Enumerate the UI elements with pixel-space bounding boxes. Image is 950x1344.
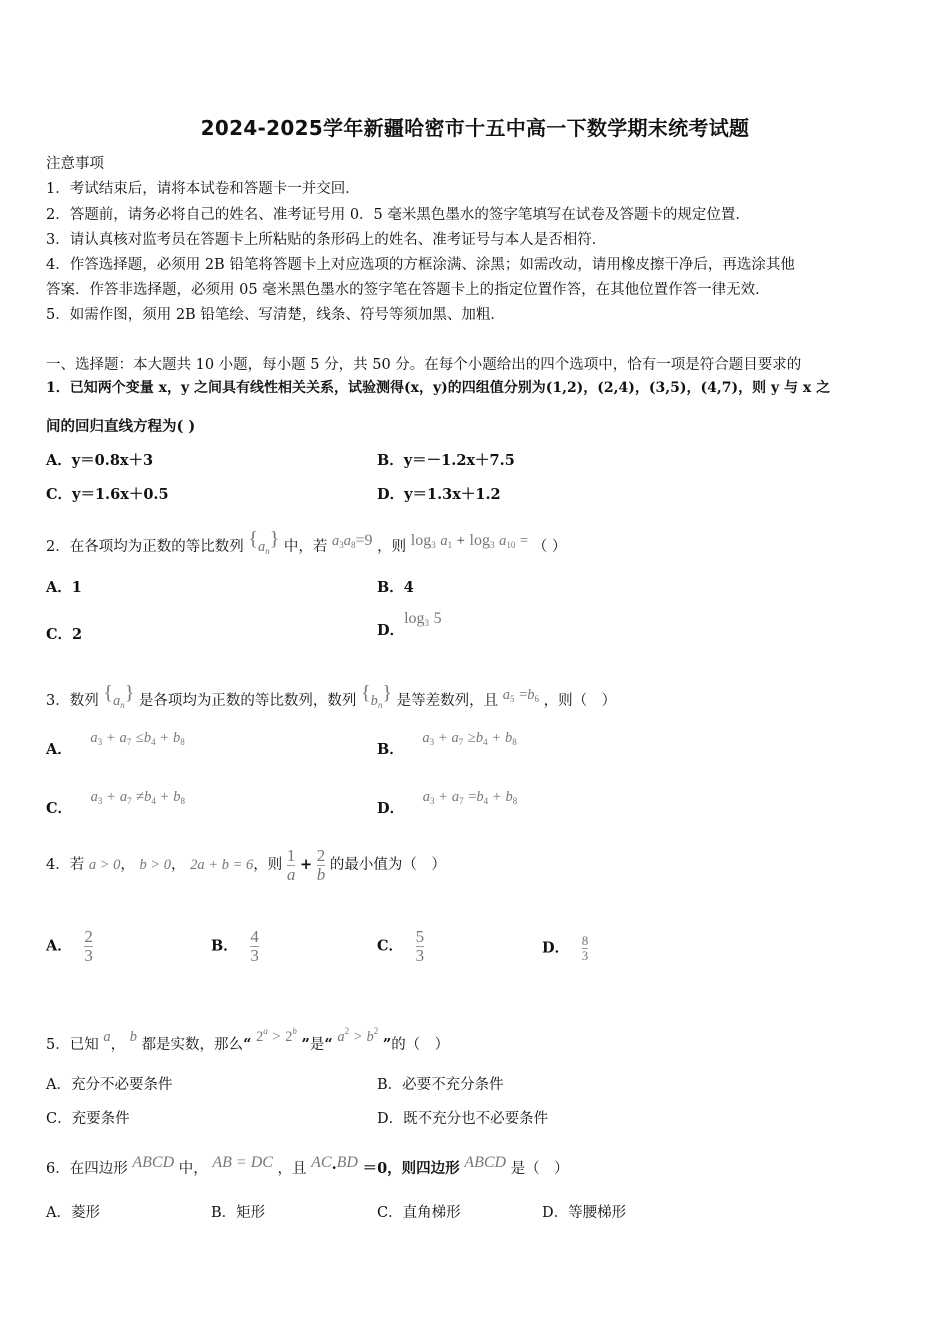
q5-option-c: C．充要条件 (46, 1111, 130, 1127)
notice-item: 2．答题前，请务必将自己的姓名、准考证号用 0．5 毫米黑色墨水的签字笔填写在试卷及答题卡的规定位置． (46, 207, 750, 223)
notice-item: 答案．作答非选择题，必须用 05 毫米黑色墨水的签字笔在答题卡上的指定位置作答，在其他位置作答一律无效． (46, 282, 770, 298)
q2-option-b: B．4 (377, 579, 414, 596)
q6-option-a: A．菱形 (46, 1205, 100, 1221)
log-expression: $\log_3 a_1 + \log_3 a_{10}$ = (410, 532, 529, 550)
q3-option-a: A． $a_3 + a_7 \le b_4 + b_8$ (46, 730, 185, 758)
question-1-text: 1．已知两个变量 x，y 之间具有线性相关关系，试验测得(x，y)的四组值分别为(1,2)，(2,4)，(3,5)，(4,7)，则 y 与 x 之 (46, 380, 831, 396)
question-1-text-cont: 间的回归直线方程为( ) (46, 418, 196, 435)
q2-prefix: 2．在各项均为正数的等比数列 (46, 539, 244, 555)
notice-item: 5．如需作图，须用 2B 铅笔绘、写清楚，线条、符号等须加黑、加粗． (46, 307, 505, 323)
q4-option-c: C． $\frac{5}{3}$ (377, 927, 425, 965)
q5-option-b: B．必要不充分条件 (377, 1077, 504, 1093)
question-4-text: 4．若 a > 0， b > 0， 2a + b = 6，则 $\frac{1}{a}$ + $\frac{2}{b}$ 的最小值为（ ） (46, 845, 446, 884)
q3-option-b: B． $a_3 + a_7 \ge b_4 + b_8$ (377, 730, 517, 758)
q4-option-b: B． $\frac{4}{3}$ (211, 927, 259, 965)
q4-option-a: A． $\frac{2}{3}$ (46, 927, 93, 965)
fraction: $\frac{2}{b}$ (316, 845, 326, 884)
q1-option-d: D．y＝1.3x＋1.2 (377, 486, 501, 503)
math-seq: a (257, 539, 266, 555)
question-5-text: 5．已知 a， b 都是实数，那么“ 2$^a$ > 2$^b$ ”是“ $a^2 > b^2$ ”的（ ） (46, 1026, 450, 1053)
notice-item: 4．作答选择题，必须用 2B 铅笔将答题卡上对应选项的方框涂满、涂黑；如需改动，请用橡皮擦干净后，再选涂其他 (46, 257, 795, 273)
q4-option-d: D． $\frac{8}{3}$ (542, 933, 589, 963)
question-3-text: 3．数列 $\{a_n\}$ 是各项均为正数的等比数列，数列 $\{b_n\}$ 是等差数列，且 $a_5 =b_6$ ，则（ ） (46, 682, 617, 710)
q2-option-a: A．1 (46, 579, 82, 596)
fraction: $\frac{1}{a}$ (286, 845, 296, 884)
q5-option-a: A．充分不必要条件 (46, 1077, 173, 1093)
q6-option-b: B．矩形 (211, 1205, 266, 1221)
q6-option-d: D．等腰梯形 (542, 1205, 627, 1221)
q1-option-a: A．y＝0.8x＋3 (46, 452, 154, 469)
q3-option-d: D． $a_3 + a_7 =b_4 + b_8$ (377, 789, 518, 817)
q5-option-d: D．既不充分也不必要条件 (377, 1111, 549, 1127)
notice-item: 3．请认真核对监考员在答题卡上所粘贴的条形码上的姓名、准考证号与本人是否相符． (46, 232, 607, 248)
question-2-text: 2．在各项均为正数的等比数列 $\{a_n\}$ 中，若 $a_3a_8=9$ ，则 $\log_3 a_1 + \log_3 a_{10}$ = （ ） (46, 528, 567, 556)
q3-option-c: C． $a_3 + a_7 \ne b_4 + b_8$ (46, 789, 186, 817)
q2-option-c: C．2 (46, 626, 83, 643)
section-heading: 一、选择题：本大题共 10 小题，每小题 5 分，共 50 分。在每个小题给出的四个选项中，恰有一项是符合题目要求的 (46, 357, 802, 373)
question-6-text: 6．在四边形 ABCD 中， AB = DC ，且 AC·BD ＝0，则四边形 ABCD 是（ ） (46, 1154, 569, 1177)
page-title: 2024-2025学年新疆哈密市十五中高一下数学期末统考试题 (200, 116, 750, 140)
notice-item: 1．考试结束后，请将本试卷和答题卡一并交回． (46, 181, 360, 197)
q1-option-b: B．y＝－1.2x＋7.5 (377, 452, 515, 469)
notice-heading: 注意事项 (46, 156, 104, 172)
q6-option-c: C．直角梯形 (377, 1205, 461, 1221)
q2-option-d: D．$\log_3 5$ (377, 610, 442, 639)
q1-option-c: C．y＝1.6x＋0.5 (46, 486, 169, 503)
